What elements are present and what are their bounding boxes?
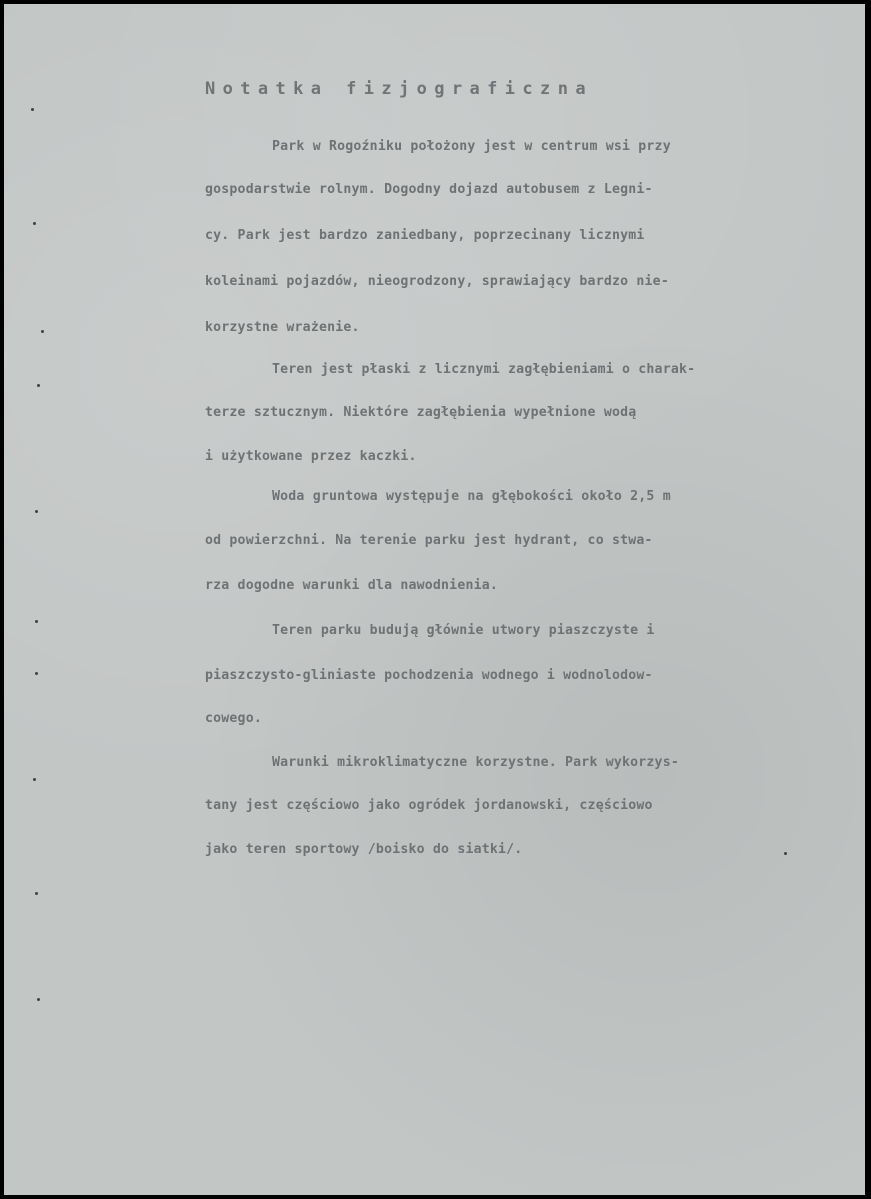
document-title: Notatka fizjograficzna [205, 79, 593, 99]
margin-speck [35, 672, 38, 675]
margin-speck [31, 108, 34, 111]
text-line: jako teren sportowy /boisko do siatki/. [205, 842, 523, 857]
text-line: i użytkowane przez kaczki. [205, 449, 417, 464]
margin-speck [33, 778, 36, 781]
margin-speck [37, 384, 40, 387]
text-line: cowego. [205, 711, 262, 726]
text-line: tany jest częściowo jako ogródek jordanowski, częściowo [205, 798, 653, 813]
text-line: korzystne wrażenie. [205, 320, 360, 335]
text-line: terze sztucznym. Niektóre zagłębienia wypełnione wodą [205, 405, 637, 420]
text-line: koleinami pojazdów, nieogrodzony, sprawiający bardzo nie- [205, 274, 669, 289]
text-line: od powierzchni. Na terenie parku jest hydrant, co stwa- [205, 533, 653, 548]
margin-speck [35, 892, 38, 895]
margin-speck [35, 510, 38, 513]
text-line: piaszczysto-gliniaste pochodzenia wodnego i wodnolodow- [205, 668, 653, 683]
text-line: rza dogodne warunki dla nawodnienia. [205, 578, 499, 593]
margin-speck [35, 620, 38, 623]
text-line: cy. Park jest bardzo zaniedbany, poprzecinany licznymi [205, 228, 645, 243]
margin-speck [784, 852, 787, 855]
margin-speck [41, 330, 44, 333]
margin-speck [33, 222, 36, 225]
text-line: Teren jest płaski z licznymi zagłębieniami o charak- [272, 362, 696, 377]
text-line: Warunki mikroklimatyczne korzystne. Park wykorzys- [272, 755, 679, 770]
document-page [4, 4, 865, 1195]
text-line: Park w Rogoźniku położony jest w centrum wsi przy [272, 139, 671, 154]
margin-speck [37, 998, 40, 1001]
text-line: Teren parku budują głównie utwory piaszczyste i [272, 623, 655, 638]
text-line: Woda gruntowa występuje na głębokości około 2,5 m [272, 489, 671, 504]
text-line: gospodarstwie rolnym. Dogodny dojazd autobusem z Legni- [205, 182, 653, 197]
